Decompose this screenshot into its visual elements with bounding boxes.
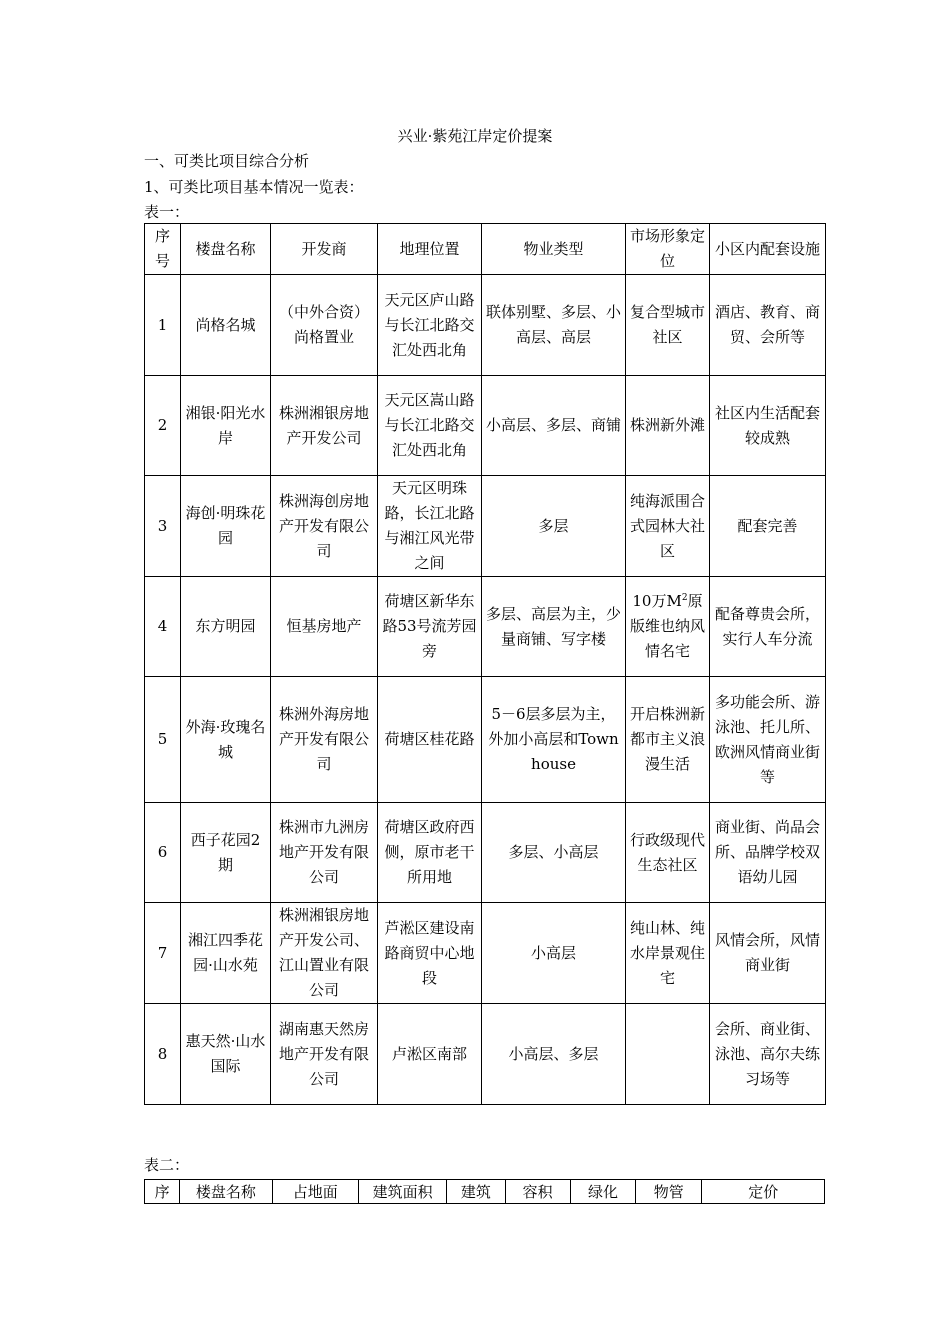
table-cell: 3: [145, 476, 181, 577]
header-cell: 小区内配套设施: [710, 224, 826, 275]
table-cell: 开启株洲新都市主义浪漫生活: [626, 677, 710, 803]
table-cell: 社区内生活配套较成熟: [710, 376, 826, 476]
header-cell: 开发商: [271, 224, 378, 275]
header-cell: 建筑面积: [358, 1180, 446, 1204]
header-cell: 市场形象定位: [626, 224, 710, 275]
pricing-table: [144, 1179, 825, 1204]
header-cell: 建筑: [447, 1180, 505, 1204]
header-cell: 序: [145, 1180, 180, 1204]
table-cell: 芦淞区建设南路商贸中心地段: [378, 903, 482, 1004]
table-cell: 小高层、多层、商铺: [482, 376, 626, 476]
table-row: [145, 376, 826, 476]
header-cell: 地理位置: [378, 224, 482, 275]
table-cell: （中外合资）尚格置业: [271, 275, 378, 376]
table-cell: 联体别墅、多层、小高层、高层: [482, 275, 626, 376]
header-cell: 占地面: [272, 1180, 358, 1204]
table-cell: 荷塘区桂花路: [378, 677, 482, 803]
table1-caption: 表一：: [144, 203, 190, 221]
table-cell: 4: [145, 577, 181, 677]
table-row: [145, 476, 826, 577]
table-cell: 株洲湘银房地产开发公司、江山置业有限公司: [271, 903, 378, 1004]
table-cell: 株洲外海房地产开发有限公司: [271, 677, 378, 803]
section-heading: 一、可类比项目综合分析: [144, 152, 310, 170]
header-cell: 序号: [145, 224, 181, 275]
table-cell: 天元区明珠路，长江北路与湘江风光带之间: [378, 476, 482, 577]
table-cell: 惠天然·山水国际: [181, 1004, 271, 1105]
table-row: [145, 1004, 826, 1105]
header-cell: 楼盘名称: [181, 224, 271, 275]
table-cell: 7: [145, 903, 181, 1004]
header-cell: 绿化: [570, 1180, 635, 1204]
header-cell: 定价: [702, 1180, 825, 1204]
table-row: [145, 275, 826, 376]
table-header-row: [145, 224, 826, 275]
table-cell: 2: [145, 376, 181, 476]
document-title: 兴业·紫苑江岸定价提案: [397, 127, 553, 145]
table-cell: 株洲市九洲房地产开发有限公司: [271, 803, 378, 903]
comparable-projects-table: [144, 223, 826, 1105]
table-row: [145, 677, 826, 803]
table-cell: 酒店、教育、商贸、会所等: [710, 275, 826, 376]
table-cell: [626, 1004, 710, 1105]
table-cell: 多功能会所、游泳池、托儿所、欧洲风情商业街等: [710, 677, 826, 803]
table-cell: 会所、商业街、泳池、高尔夫练习场等: [710, 1004, 826, 1105]
table-cell: 风情会所，风情商业街: [710, 903, 826, 1004]
table-cell: 商业街、尚品会所、品牌学校双语幼儿园: [710, 803, 826, 903]
table-cell: 行政级现代生态社区: [626, 803, 710, 903]
table-row: [145, 803, 826, 903]
table-cell: 尚格名城: [181, 275, 271, 376]
table-header-row: [145, 1180, 825, 1204]
table-cell: 天元区嵩山路与长江北路交汇处西北角: [378, 376, 482, 476]
table-cell: 外海·玫瑰名城: [181, 677, 271, 803]
table-cell: 荷塘区新华东路53号流芳园旁: [378, 577, 482, 677]
table-cell: 卢淞区南部: [378, 1004, 482, 1105]
table-cell: 8: [145, 1004, 181, 1105]
table-cell: 5: [145, 677, 181, 803]
table-cell: 西子花园2期: [181, 803, 271, 903]
table-cell: 东方明园: [181, 577, 271, 677]
table-cell: 多层、小高层: [482, 803, 626, 903]
table-cell: 5－6层多层为主，外加小高层和Townhouse: [482, 677, 626, 803]
table-cell: 多层: [482, 476, 626, 577]
table-cell: 6: [145, 803, 181, 903]
table-cell: 湖南惠天然房地产开发有限公司: [271, 1004, 378, 1105]
table-cell: 多层、高层为主，少量商铺、写字楼: [482, 577, 626, 677]
table2-caption: 表二：: [144, 1156, 190, 1174]
table-cell: 天元区庐山路与长江北路交汇处西北角: [378, 275, 482, 376]
table-cell: 荷塘区政府西侧，原市老干所用地: [378, 803, 482, 903]
table-cell: 恒基房地产: [271, 577, 378, 677]
table-cell: 纯海派围合式园林大社区: [626, 476, 710, 577]
header-cell: 楼盘名称: [180, 1180, 272, 1204]
table-row: [145, 903, 826, 1004]
table-cell: 配备尊贵会所，实行人车分流: [710, 577, 826, 677]
table-cell: 株洲海创房地产开发有限公司: [271, 476, 378, 577]
table-cell: 1: [145, 275, 181, 376]
table-cell: 小高层: [482, 903, 626, 1004]
table-cell: 湘江四季花园·山水苑: [181, 903, 271, 1004]
table-cell: 纯山林、纯水岸景观住宅: [626, 903, 710, 1004]
subsection-heading: 1、可类比项目基本情况一览表：: [144, 178, 364, 196]
table-cell: 湘银·阳光水岸: [181, 376, 271, 476]
header-cell: 物管: [636, 1180, 702, 1204]
table-cell: 株洲湘银房地产开发公司: [271, 376, 378, 476]
table-cell: 复合型城市社区: [626, 275, 710, 376]
table-row: [145, 577, 826, 677]
table-cell: 海创·明珠花园: [181, 476, 271, 577]
table-cell: 10万$M^2$原版维也纳风情名宅: [626, 577, 710, 677]
header-cell: 物业类型: [482, 224, 626, 275]
table-cell: 小高层、多层: [482, 1004, 626, 1105]
header-cell: 容积: [505, 1180, 570, 1204]
table-cell: 配套完善: [710, 476, 826, 577]
table-cell: 株洲新外滩: [626, 376, 710, 476]
